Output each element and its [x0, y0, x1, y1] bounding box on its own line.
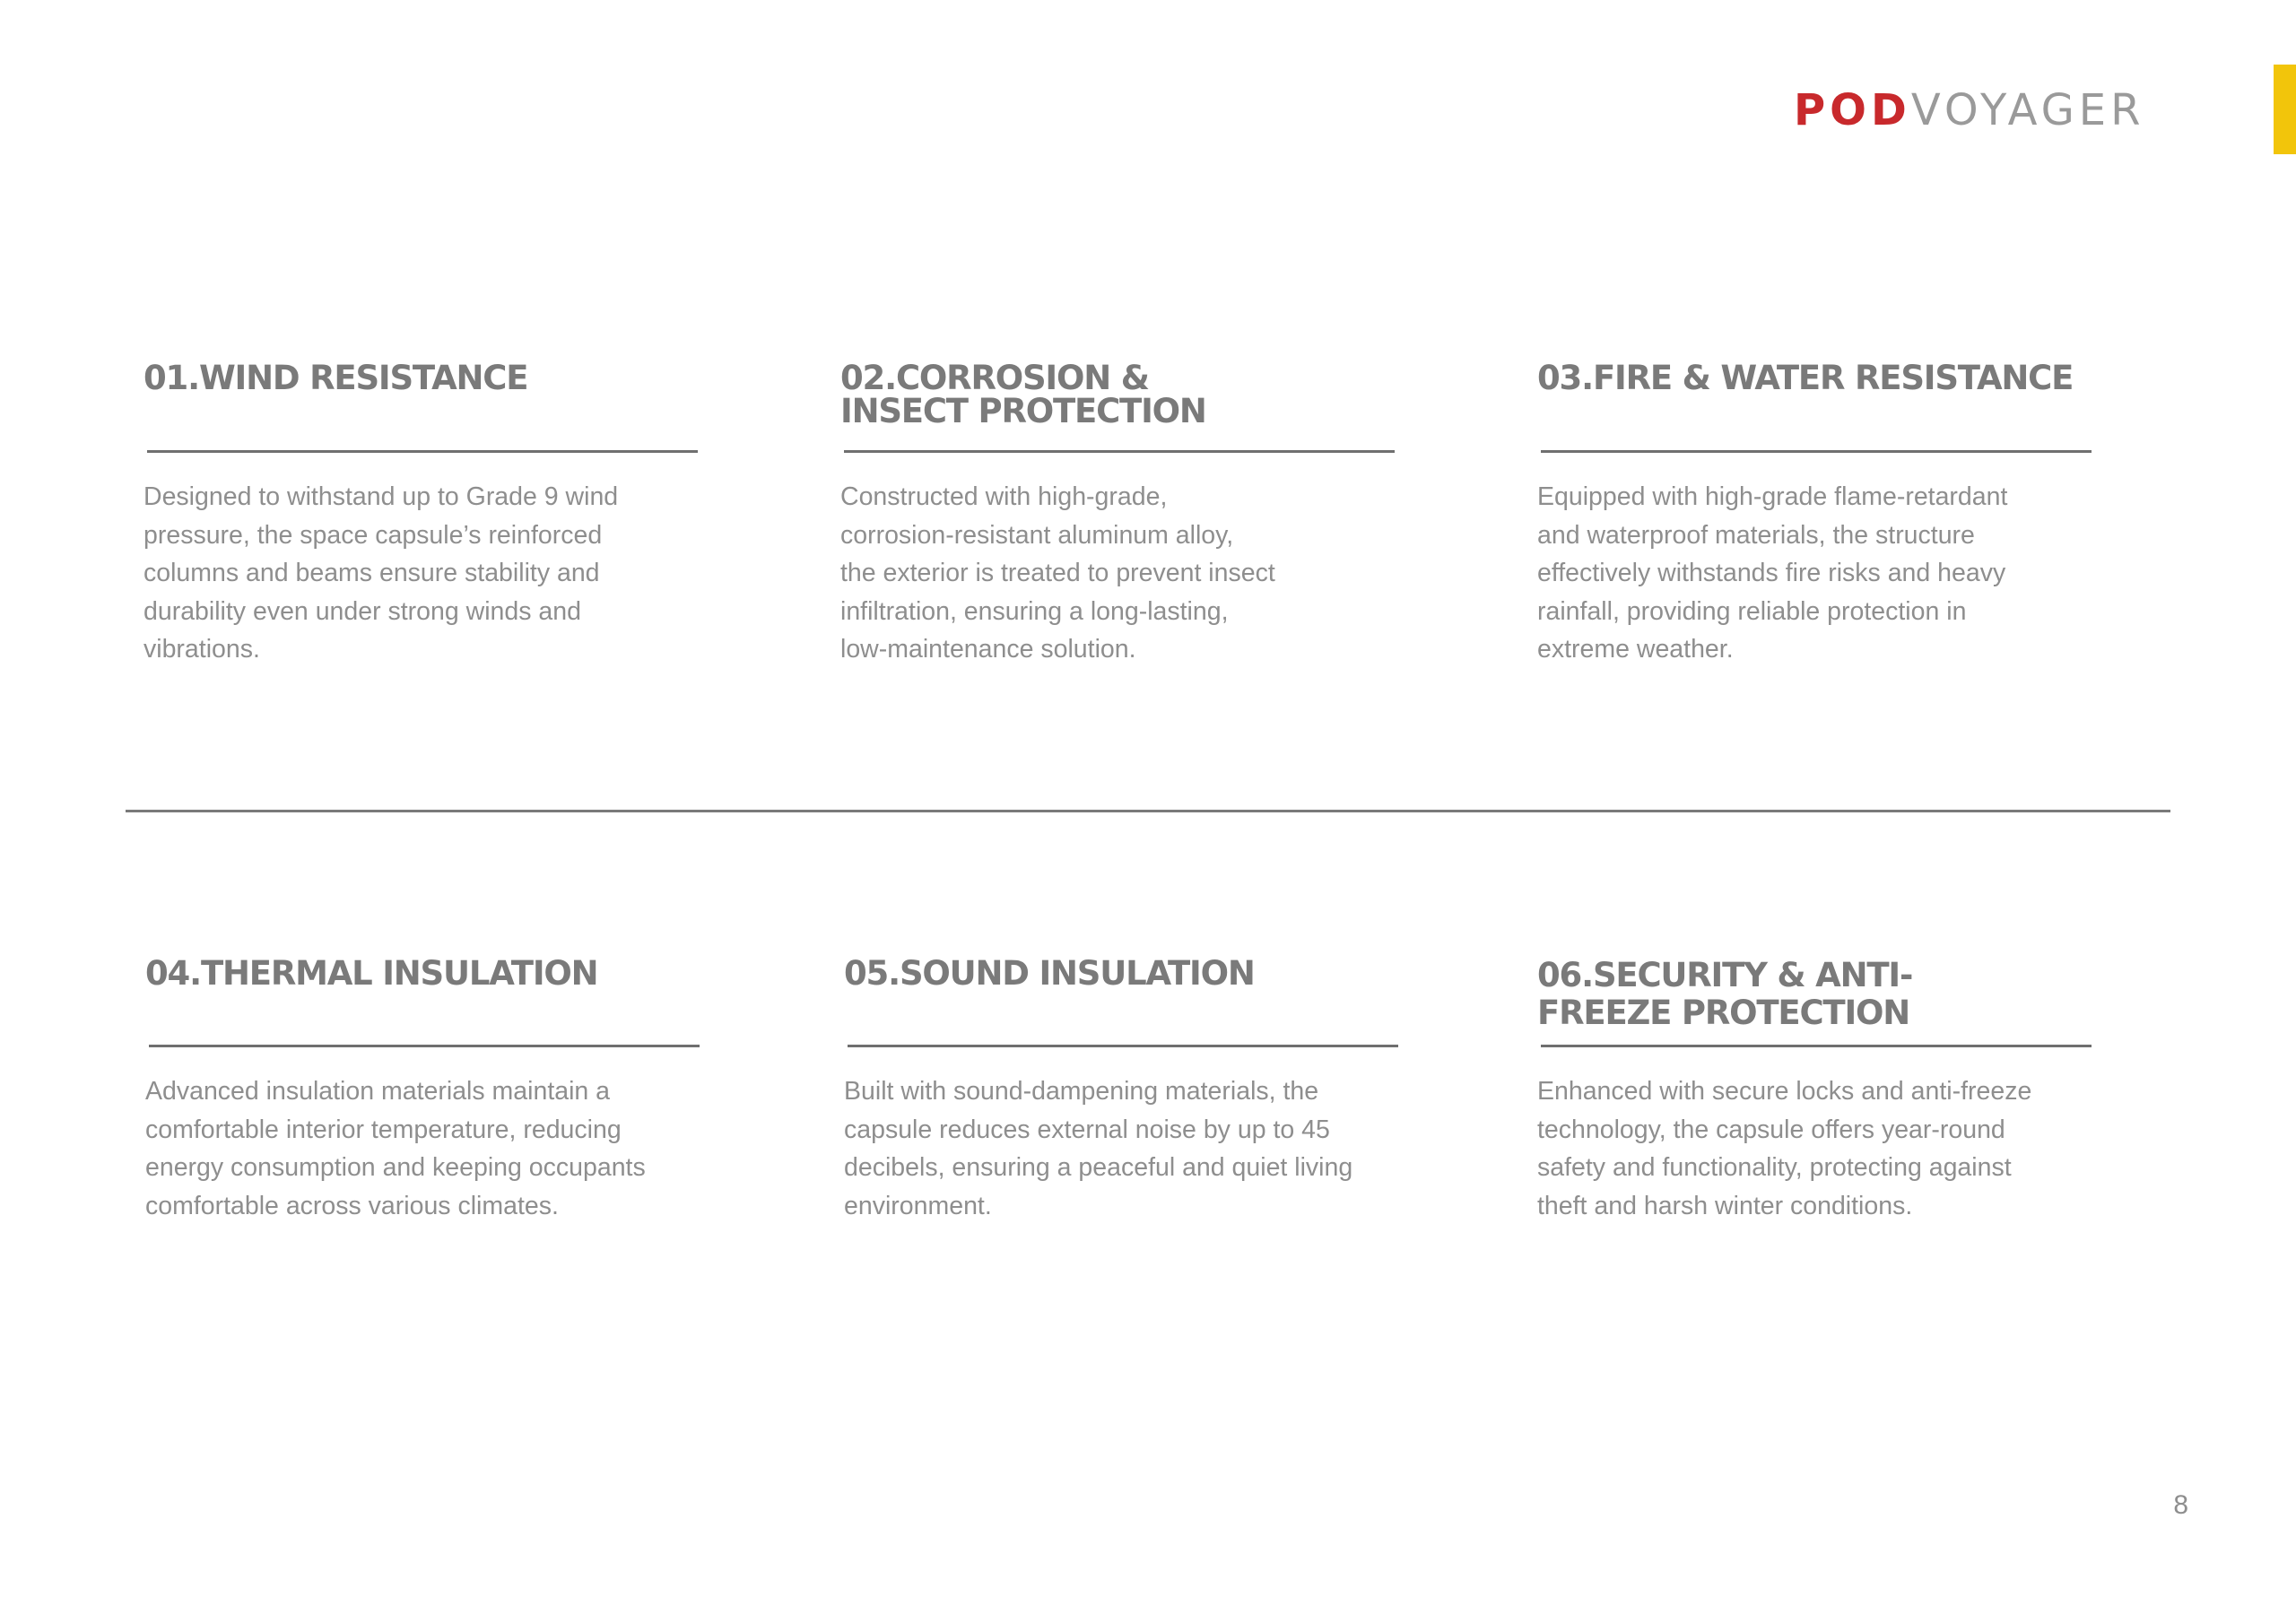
section-divider [126, 810, 2170, 812]
feature-description: Equipped with high-grade flame-retardant and waterproof materials, the structure effectively withstands fire risks and heavy rainfall, providing reliable protection in extreme weather. [1537, 482, 2008, 664]
podvoyager-logo [1794, 85, 2179, 135]
feature-title: 03.FIRE & WATER RESISTANCE [1537, 359, 2074, 397]
yellow-accent-bar [2274, 65, 2296, 154]
feature-title: 06.SECURITY & ANTI-FREEZE PROTECTION [1537, 956, 1913, 1032]
page-number: 8 [2173, 1490, 2188, 1520]
feature-title: 05.SOUND INSULATION [844, 954, 1255, 993]
feature-underline [147, 450, 698, 453]
feature-description: Advanced insulation materials maintain a comfortable interior temperature, reducing energy consumption and keeping occupants comfortable across various climates. [145, 1077, 646, 1220]
feature-underline [1541, 1045, 2092, 1047]
feature-title: 04.THERMAL INSULATION [145, 954, 598, 993]
feature-underline [1541, 450, 2092, 453]
feature-description: Designed to withstand up to Grade 9 wind pressure, the space capsule’s reinforced columns and beams ensure stability and durability even under strong winds and vibrations. [144, 482, 619, 664]
feature-underline [848, 1045, 1398, 1047]
feature-underline [844, 450, 1395, 453]
logo-pod-text: POD [1794, 85, 1911, 135]
logo-voyager-text: VOYAGER [1910, 85, 2145, 135]
feature-title: 01.WIND RESISTANCE [144, 359, 528, 397]
feature-title: 02.CORROSION & INSECT PROTECTION [840, 359, 1206, 430]
feature-description: Constructed with high-grade, corrosion-resistant aluminum alloy, the exterior is treated to prevent insect infiltration, ensuring a long-lasting, low-maintenance solution. [840, 482, 1275, 664]
feature-description: Enhanced with secure locks and anti-freeze technology, the capsule offers year-round safety and functionality, protecting against theft and harsh winter conditions. [1537, 1077, 2032, 1220]
feature-description: Built with sound-dampening materials, the capsule reduces external noise by up to 45 decibels, ensuring a peaceful and quiet living environment. [844, 1077, 1353, 1220]
feature-underline [149, 1045, 700, 1047]
